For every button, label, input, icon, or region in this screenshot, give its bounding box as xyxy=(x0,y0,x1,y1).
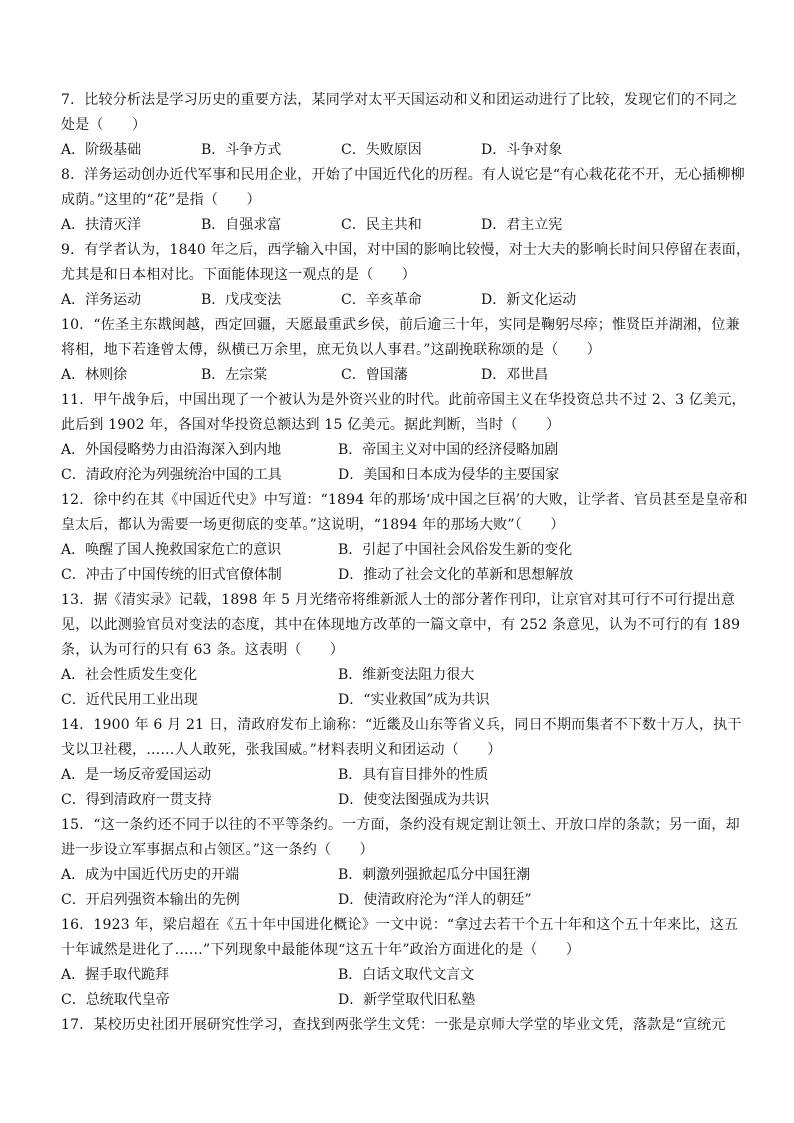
option-list xyxy=(61,138,751,163)
question-stem: 7．比较分析法是学习历史的重要方法，某同学对太平天国运动和义和团运动进行了比较，发现它们的不同之处是（ ） xyxy=(61,92,738,133)
option-a: A．社会性质发生变化 xyxy=(61,667,198,683)
option-list xyxy=(61,288,751,313)
option-c: C．总统取代皇帝 xyxy=(61,992,170,1008)
option-list xyxy=(61,963,751,1013)
option-list xyxy=(61,663,751,713)
option-a: A．握手取代跪拜 xyxy=(61,967,170,983)
option-d: D．邓世昌 xyxy=(481,367,549,383)
option-list xyxy=(61,363,751,388)
option-a: A．外国侵略势力由沿海深入到内地 xyxy=(61,442,282,458)
question-stem: 12．徐中约在其《中国近代史》中写道：“1894 年的那场‘成中国之巨祸’的大败，让学者、官员甚至是皇帝和皇太后，都认为需要一场更彻底的变革。”这说明，“1894 年的那场大败”（ ） xyxy=(61,492,748,533)
option-c: C．曾国藩 xyxy=(341,367,408,383)
question-stem: 9．有学者认为，1840 年之后，西学输入中国，对中国的影响比较慢，对士大夫的影响长时间只停留在表面，尤其是和日本相对比。下面能体现这一观点的是（ ） xyxy=(61,242,751,283)
option-b: B．具有盲目排外的性质 xyxy=(338,767,489,783)
option-b: B．自强求富 xyxy=(201,217,282,233)
option-list xyxy=(61,213,751,238)
option-d: D．斗争对象 xyxy=(481,142,563,158)
option-d: D．新学堂取代旧私塾 xyxy=(338,992,476,1008)
option-d: D．新文化运动 xyxy=(481,292,577,308)
option-b: B．引起了中国社会风俗发生新的变化 xyxy=(338,542,573,558)
question-9 xyxy=(61,238,751,313)
question-13 xyxy=(61,588,751,713)
option-list xyxy=(61,863,751,913)
option-b: B．维新变法阻力很大 xyxy=(338,667,475,683)
option-c: C．开启列强资本输出的先例 xyxy=(61,892,240,908)
option-d: D．使清政府沦为“洋人的朝廷” xyxy=(338,892,532,908)
option-a: A．成为中国近代历史的开端 xyxy=(61,867,240,883)
option-b: B．白话文取代文言文 xyxy=(338,967,475,983)
option-list xyxy=(61,763,751,813)
option-b: B．帝国主义对中国的经济侵略加剧 xyxy=(338,442,559,458)
option-c: C．失败原因 xyxy=(341,142,422,158)
question-14 xyxy=(61,713,751,813)
option-c: C．辛亥革命 xyxy=(341,292,422,308)
option-a: A．扶清灭洋 xyxy=(61,217,142,233)
option-c: C．得到清政府一贯支持 xyxy=(61,792,212,808)
option-c: C．近代民用工业出现 xyxy=(61,692,198,708)
option-a: A．阶级基础 xyxy=(61,142,142,158)
question-7 xyxy=(61,88,751,163)
option-a: A．是一场反帝爱国运动 xyxy=(61,767,212,783)
option-b: B．刺激列强掀起瓜分中国狂潮 xyxy=(338,867,531,883)
option-a: A．林则徐 xyxy=(61,367,128,383)
question-stem: 14．1900 年 6 月 21 日，清政府发布上谕称：“近畿及山东等省义兵，同日不期而集者不下数十万人，执干戈以卫社稷，……人人敢死，张我国威。”材料表明义和团运动（ ） xyxy=(61,717,742,758)
question-15 xyxy=(61,813,751,913)
option-d: D．使变法图强成为共识 xyxy=(338,792,490,808)
option-b: B．戊戌变法 xyxy=(201,292,282,308)
option-list xyxy=(61,438,751,488)
question-stem: 8．洋务运动创办近代军事和民用企业，开始了中国近代化的历程。有人说它是“有心栽花花不开，无心插柳柳成荫。”这里的“花”是指（ ） xyxy=(61,167,745,208)
option-a: A．唤醒了国人挽救国家危亡的意识 xyxy=(61,542,282,558)
question-12 xyxy=(61,488,751,588)
option-b: B．左宗棠 xyxy=(201,367,268,383)
exam-page xyxy=(61,88,751,1038)
option-list xyxy=(61,538,751,588)
option-b: B．斗争方式 xyxy=(201,142,282,158)
option-d: D．美国和日本成为侵华的主要国家 xyxy=(338,467,560,483)
question-stem: 16．1923 年，梁启超在《五十年中国进化概论》一文中说：“拿过去若干个五十年和这个五十年来比，这五十年诚然是进化了……”下列现象中最能体现“这五十年”政治方面进化的是（ ） xyxy=(61,917,739,958)
option-d: D．推动了社会文化的革新和思想解放 xyxy=(338,567,574,583)
option-d: D．“实业救国”成为共识 xyxy=(338,692,490,708)
option-a: A．洋务运动 xyxy=(61,292,142,308)
option-c: C．清政府沦为列强统治中国的工具 xyxy=(61,467,282,483)
question-stem: 15．“这一条约还不同于以往的不平等条约。一方面，条约没有规定割让领土、开放口岸的条款；另一面，却进一步设立军事据点和占领区。”这一条约（ ） xyxy=(61,817,740,858)
question-16 xyxy=(61,913,751,1013)
question-stem: 11．甲午战争后，中国出现了一个被认为是外资兴业的时代。此前帝国主义在华投资总共不过 2、3 亿美元，此后到 1902 年，各国对华投资总额达到 15 亿美元。据此判断，当时（ ） xyxy=(61,392,746,433)
question-10 xyxy=(61,313,751,388)
question-8 xyxy=(61,163,751,238)
question-stem: 17．某校历史社团开展研究性学习，查找到两张学生文凭：一张是京师大学堂的毕业文凭，落款是“宣统元 xyxy=(61,1017,726,1033)
question-11 xyxy=(61,388,751,488)
question-stem: 10．“佐圣主东戡闽越，西定回疆，天愿最重武乡侯，前后逾三十年，实同是鞠躬尽瘁；惟贤臣并湖湘，位兼将相，地下若逢曾太傅，纵横已万余里，庶无负以人事君。”这副挽联称颂的是（ ） xyxy=(61,317,740,358)
option-c: C．冲击了中国传统的旧式官僚体制 xyxy=(61,567,282,583)
option-d: D．君主立宪 xyxy=(481,217,563,233)
question-stem: 13．据《清实录》记载，1898 年 5 月光绪帝将维新派人士的部分著作刊印，让京官对其可行不可行提出意见，以此测验官员对变法的态度，其中在体现地方改革的一篇文章中，有 252 条意见，认为不可行的有 189 条，认为可行的只有 63 条。这表明（ ） xyxy=(61,592,741,658)
question-17 xyxy=(61,1013,751,1038)
option-c: C．民主共和 xyxy=(341,217,422,233)
